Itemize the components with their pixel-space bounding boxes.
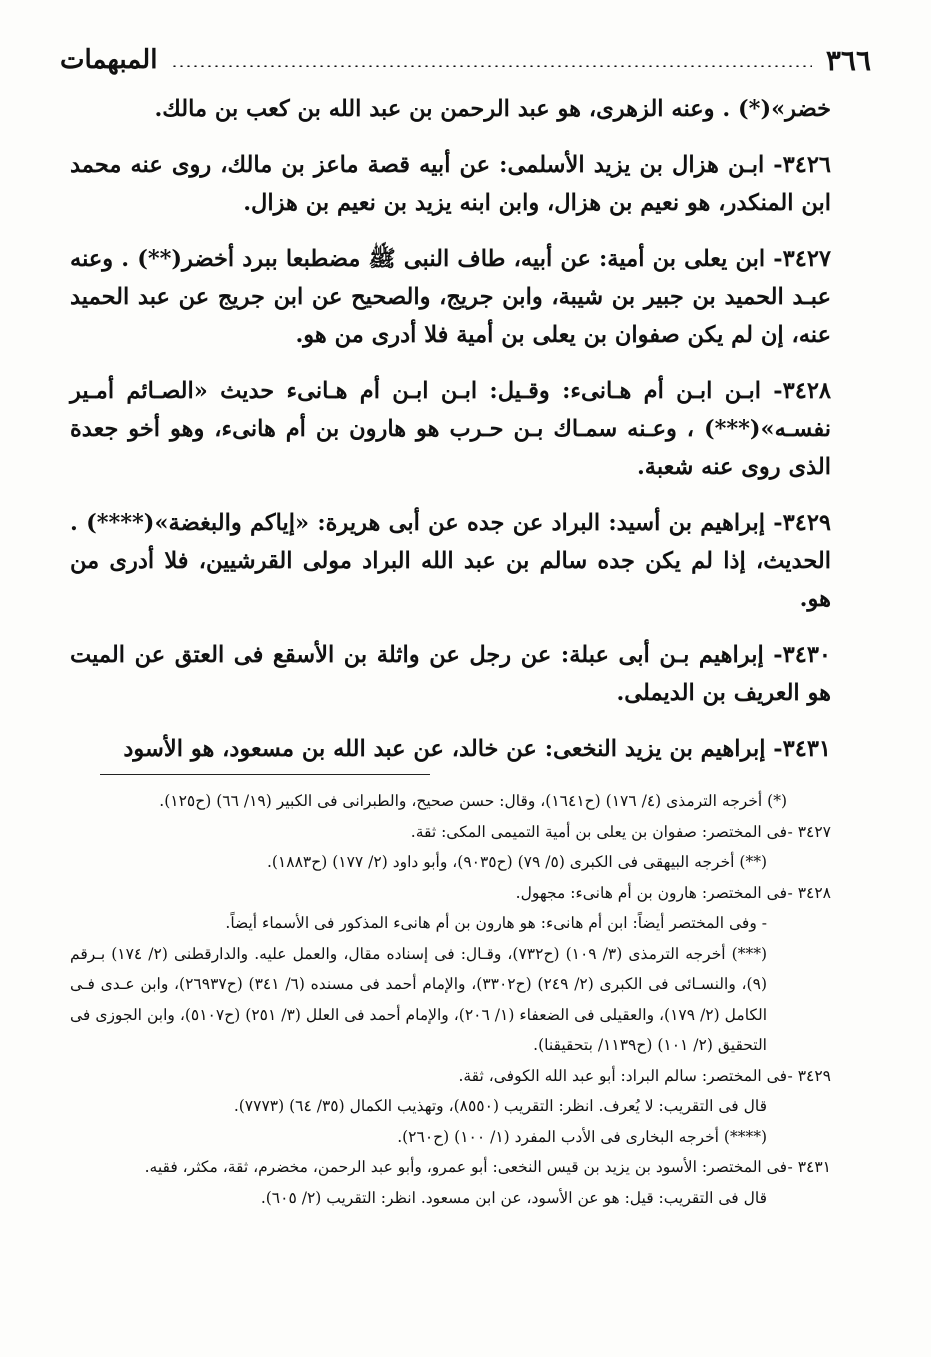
- footnote-label: [787, 1183, 831, 1214]
- entry-paragraph: ٣٤٣٠- إبراهيم بـن أبى عبلة: عن رجل عن واثلة بن الأسقع فى العتق عن الميت هو العريف بن الديملى.: [70, 642, 831, 706]
- footnote: [70, 908, 831, 939]
- header-dotted-leader: [171, 65, 811, 67]
- entry-paragraph: ٣٤٢٧- ابن يعلى بن أمية: عن أبيه، طاف النبى ﷺ مضطبعا ببرد أخضر(**) . وعنه عبـد الحميد بن جبير بن شيبة، وابن جريج، والصحيح عن ابن جريج عن عبد الحميد عنه، إن لم يكن صفوان بن يعلى بن أمية فلا أدرى من هو.: [70, 246, 831, 348]
- footnote-text: قال فى التقريب: لا يُعرف. انظر: التقريب (٨٥٥٠)، وتهذيب الكمال (٣٥/ ٦٤) (٧٧٧٣).: [233, 1097, 767, 1115]
- footnote-label: [787, 908, 831, 939]
- footnote: [70, 878, 831, 909]
- footnotes: [70, 786, 831, 1213]
- entry-paragraph: ٣٤٢٨- ابـن ابـن أم هـانىء: وقـيل: ابـن ابـن أم هـانىء حديث «الصـائم أمـير نفسـه»(***) ، وعـنه سمـاك بـن حـرب هو هارون بن أم هانىء، وهو أخو جعدة الذى روى عنه شعبة.: [70, 378, 831, 480]
- footnote-text: (*) أخرجه الترمذى (٤/ ١٧٦) (ح١٦٤١)، وقال: حسن صحيح، والطبرانى فى الكبير (١٩/ ٦٦) (ح١٢٥).: [159, 792, 787, 810]
- footnote-text: فى المختصر: صفوان بن يعلى بن أمية التميمى المكى: ثقة.: [410, 822, 787, 841]
- footnote: [70, 847, 831, 878]
- footnote-text: فى المختصر: الأسود بن يزيد بن قيس النخعى: أبو عمرو، وأبو عبد الرحمن، مخضرم، ثقة، مكثر، فقيه.: [144, 1158, 787, 1176]
- entry-paragraph: ٣٤٢٩- إبراهيم بن أسيد: البراد عن جده عن أبى هريرة: «إياكم والبغضة»(****) . الحديث، إذا لم يكن جده سالم بن عبد الله البراد مولى القرشيين، فلا أدرى من هو.: [70, 510, 831, 612]
- running-title: المبهمات: [60, 45, 158, 75]
- main-text: [70, 90, 831, 786]
- footnote-text: - وفى المختصر أيضاً: ابن أم هانىء: هو هارون بن أم هانىء المذكور فى الأسماء أيضاً.: [225, 914, 767, 932]
- entry-paragraph: ٣٤٢٦- ابـن هزال بن يزيد الأسلمى: عن أبيه قصة ماعز بن مالك، روى عنه محمد ابن المنكدر، هو نعيم بن هزال، وابن ابنه يزيد بن نعيم بن هزال.: [70, 152, 831, 216]
- footnote-text: (****) أخرجه البخارى فى الأدب المفرد (١/ ١٠٠) (ح٢٦٠).: [397, 1127, 767, 1146]
- entry-paragraph: ٣٤٣١- إبراهيم بن يزيد النخعى: عن خالد، عن عبد الله بن مسعود، هو الأسود: [123, 736, 831, 762]
- footnote-label: [787, 786, 831, 817]
- footnote: [70, 939, 831, 1061]
- footnote: [70, 817, 831, 848]
- footnote-separator: [100, 774, 430, 775]
- footnote: [70, 1091, 831, 1122]
- footnote-text: فى المختصر: سالم البراد: أبو عبد الله الكوفى، ثقة.: [458, 1066, 787, 1085]
- footnote: [70, 1061, 831, 1092]
- footnote: [70, 786, 831, 817]
- footnote-text: (**) أخرجه البيهقى فى الكبرى (٥/ ٧٩) (ح٩٠٣٥)، وأبو داود (٢/ ١٧٧) (ح١٨٨٣).: [266, 853, 767, 871]
- footnote-text: فى المختصر: هارون بن أم هانىء: مجهول.: [515, 883, 787, 902]
- footnote-label: ٣٤٢٨ -: [787, 883, 831, 902]
- footnote: [70, 1152, 831, 1183]
- footnote-label: ٣٤٢٧ -: [787, 822, 831, 841]
- page-number: ٣٦٦: [825, 43, 871, 77]
- footnote-label: [787, 939, 831, 1061]
- footnote-label: ٣٤٢٩ -: [787, 1066, 831, 1085]
- footnote-text: قال فى التقريب: قيل: هو عن الأسود، عن ابن مسعود. انظر: التقريب (٢/ ٦٠٥).: [260, 1188, 767, 1207]
- entry-paragraph: خضر»(*) . وعنه الزهرى، هو عبد الرحمن بن عبد الله بن كعب بن مالك.: [154, 96, 831, 122]
- footnote-text: (***) أخرجه الترمذى (٣/ ١٠٩) (ح٧٣٢)، وقـال: فى إسناده مقال، والعمل عليه. والدارقطنى (٢/ ١٧٤) بـرقم (٩)، والنسـائى فى الكبرى (٢/ ٢٤٩) (ح٣٣٠٢)، والإمام أحمد فى مسنده (٦/ ٣٤١) (ح٢٦٩٣٧)، وابن عـدى فـى الكامل (٢/ ١٧٩)، والعقيلى فى الضعفاء (١/ ٢٠٦)، والإمام أحمد فى العلل (٣/ ٢٥١) (ح٥١٠٧)، وابن الجوزى فى التحقيق (٢/ ١٠١) (ح١١٣٩/ بتحقيقنا).: [70, 944, 768, 1054]
- footnote: [70, 1183, 831, 1214]
- footnote-label: ٣٤٣١ -: [787, 1158, 831, 1176]
- footnote: [70, 1122, 831, 1153]
- page-header: [60, 40, 871, 80]
- footnote-label: [787, 1091, 831, 1122]
- footnote-label: [787, 1122, 831, 1153]
- footnote-label: [787, 847, 831, 878]
